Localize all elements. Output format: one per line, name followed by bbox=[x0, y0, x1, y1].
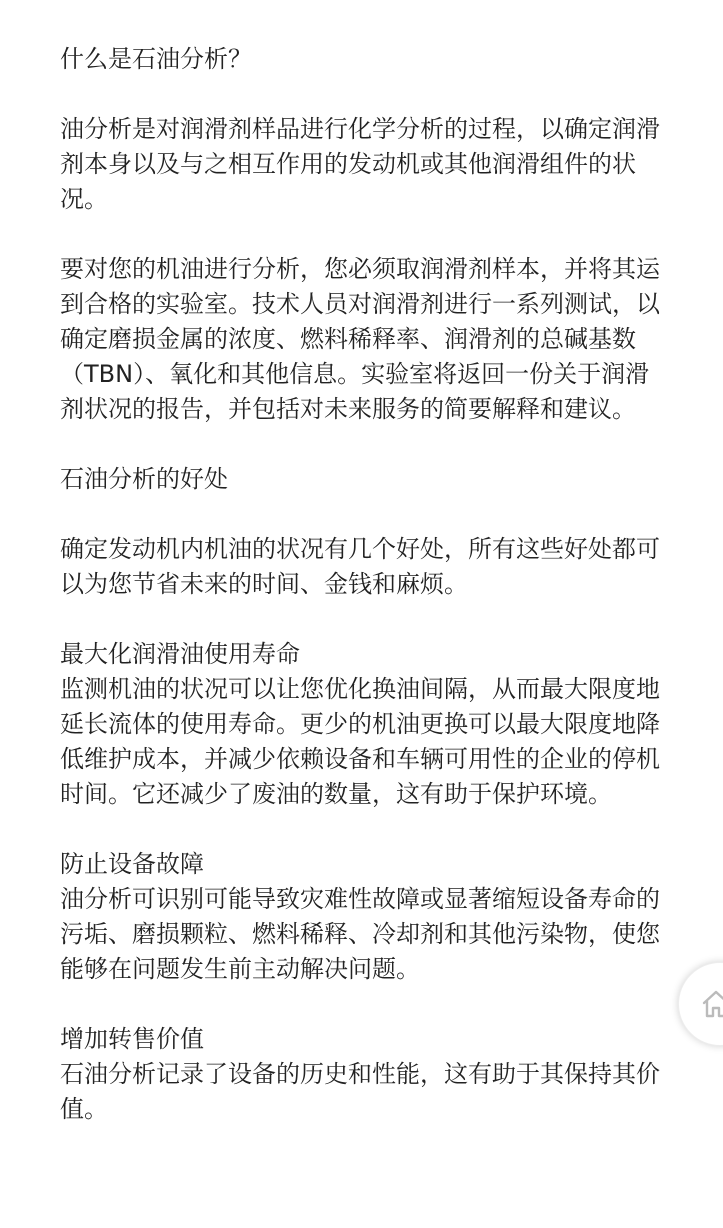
equipment-failure-paragraph: 油分析可识别可能导致灾难性故障或显著缩短设备寿命的污垢、磨损颗粒、燃料稀释、冷却剂和其他污染物，使您能够在问题发生前主动解决问题。 bbox=[60, 885, 660, 983]
home-icon bbox=[701, 989, 723, 1019]
definition-paragraph: 油分析是对润滑剂样品进行化学分析的过程，以确定润滑剂本身以及与之相互作用的发动机或其他润滑组件的状况。 bbox=[60, 115, 660, 213]
article-body bbox=[60, 42, 666, 1127]
lubricant-life-heading: 最大化润滑油使用寿命 bbox=[60, 640, 300, 668]
resale-value-heading: 增加转售价值 bbox=[60, 1025, 204, 1053]
question-heading: 什么是石油分析？ bbox=[60, 45, 252, 73]
lubricant-life-paragraph: 监测机油的状况可以让您优化换油间隔，从而最大限度地延长流体的使用寿命。更少的机油更换可以最大限度地降低维护成本，并减少依赖设备和车辆可用性的企业的停机时间。它还减少了废油的数量，这有助于保护环境。 bbox=[60, 675, 660, 808]
home-button[interactable] bbox=[678, 962, 723, 1046]
procedure-paragraph: 要对您的机油进行分析，您必须取润滑剂样本，并将其运到合格的实验室。技术人员对润滑剂进行一系列测试，以确定磨损金属的浓度、燃料稀释率、润滑剂的总碱基数（TBN）、氧化和其他信息。实验室将返回一份关于润滑剂状况的报告，并包括对未来服务的简要解释和建议。 bbox=[60, 255, 660, 423]
benefits-intro-paragraph: 确定发动机内机油的状况有几个好处，所有这些好处都可以为您节省未来的时间、金钱和麻烦。 bbox=[60, 535, 660, 598]
resale-value-paragraph: 石油分析记录了设备的历史和性能，这有助于其保持其价值。 bbox=[60, 1060, 660, 1123]
benefits-heading: 石油分析的好处 bbox=[60, 465, 228, 493]
equipment-failure-heading: 防止设备故障 bbox=[60, 850, 204, 878]
